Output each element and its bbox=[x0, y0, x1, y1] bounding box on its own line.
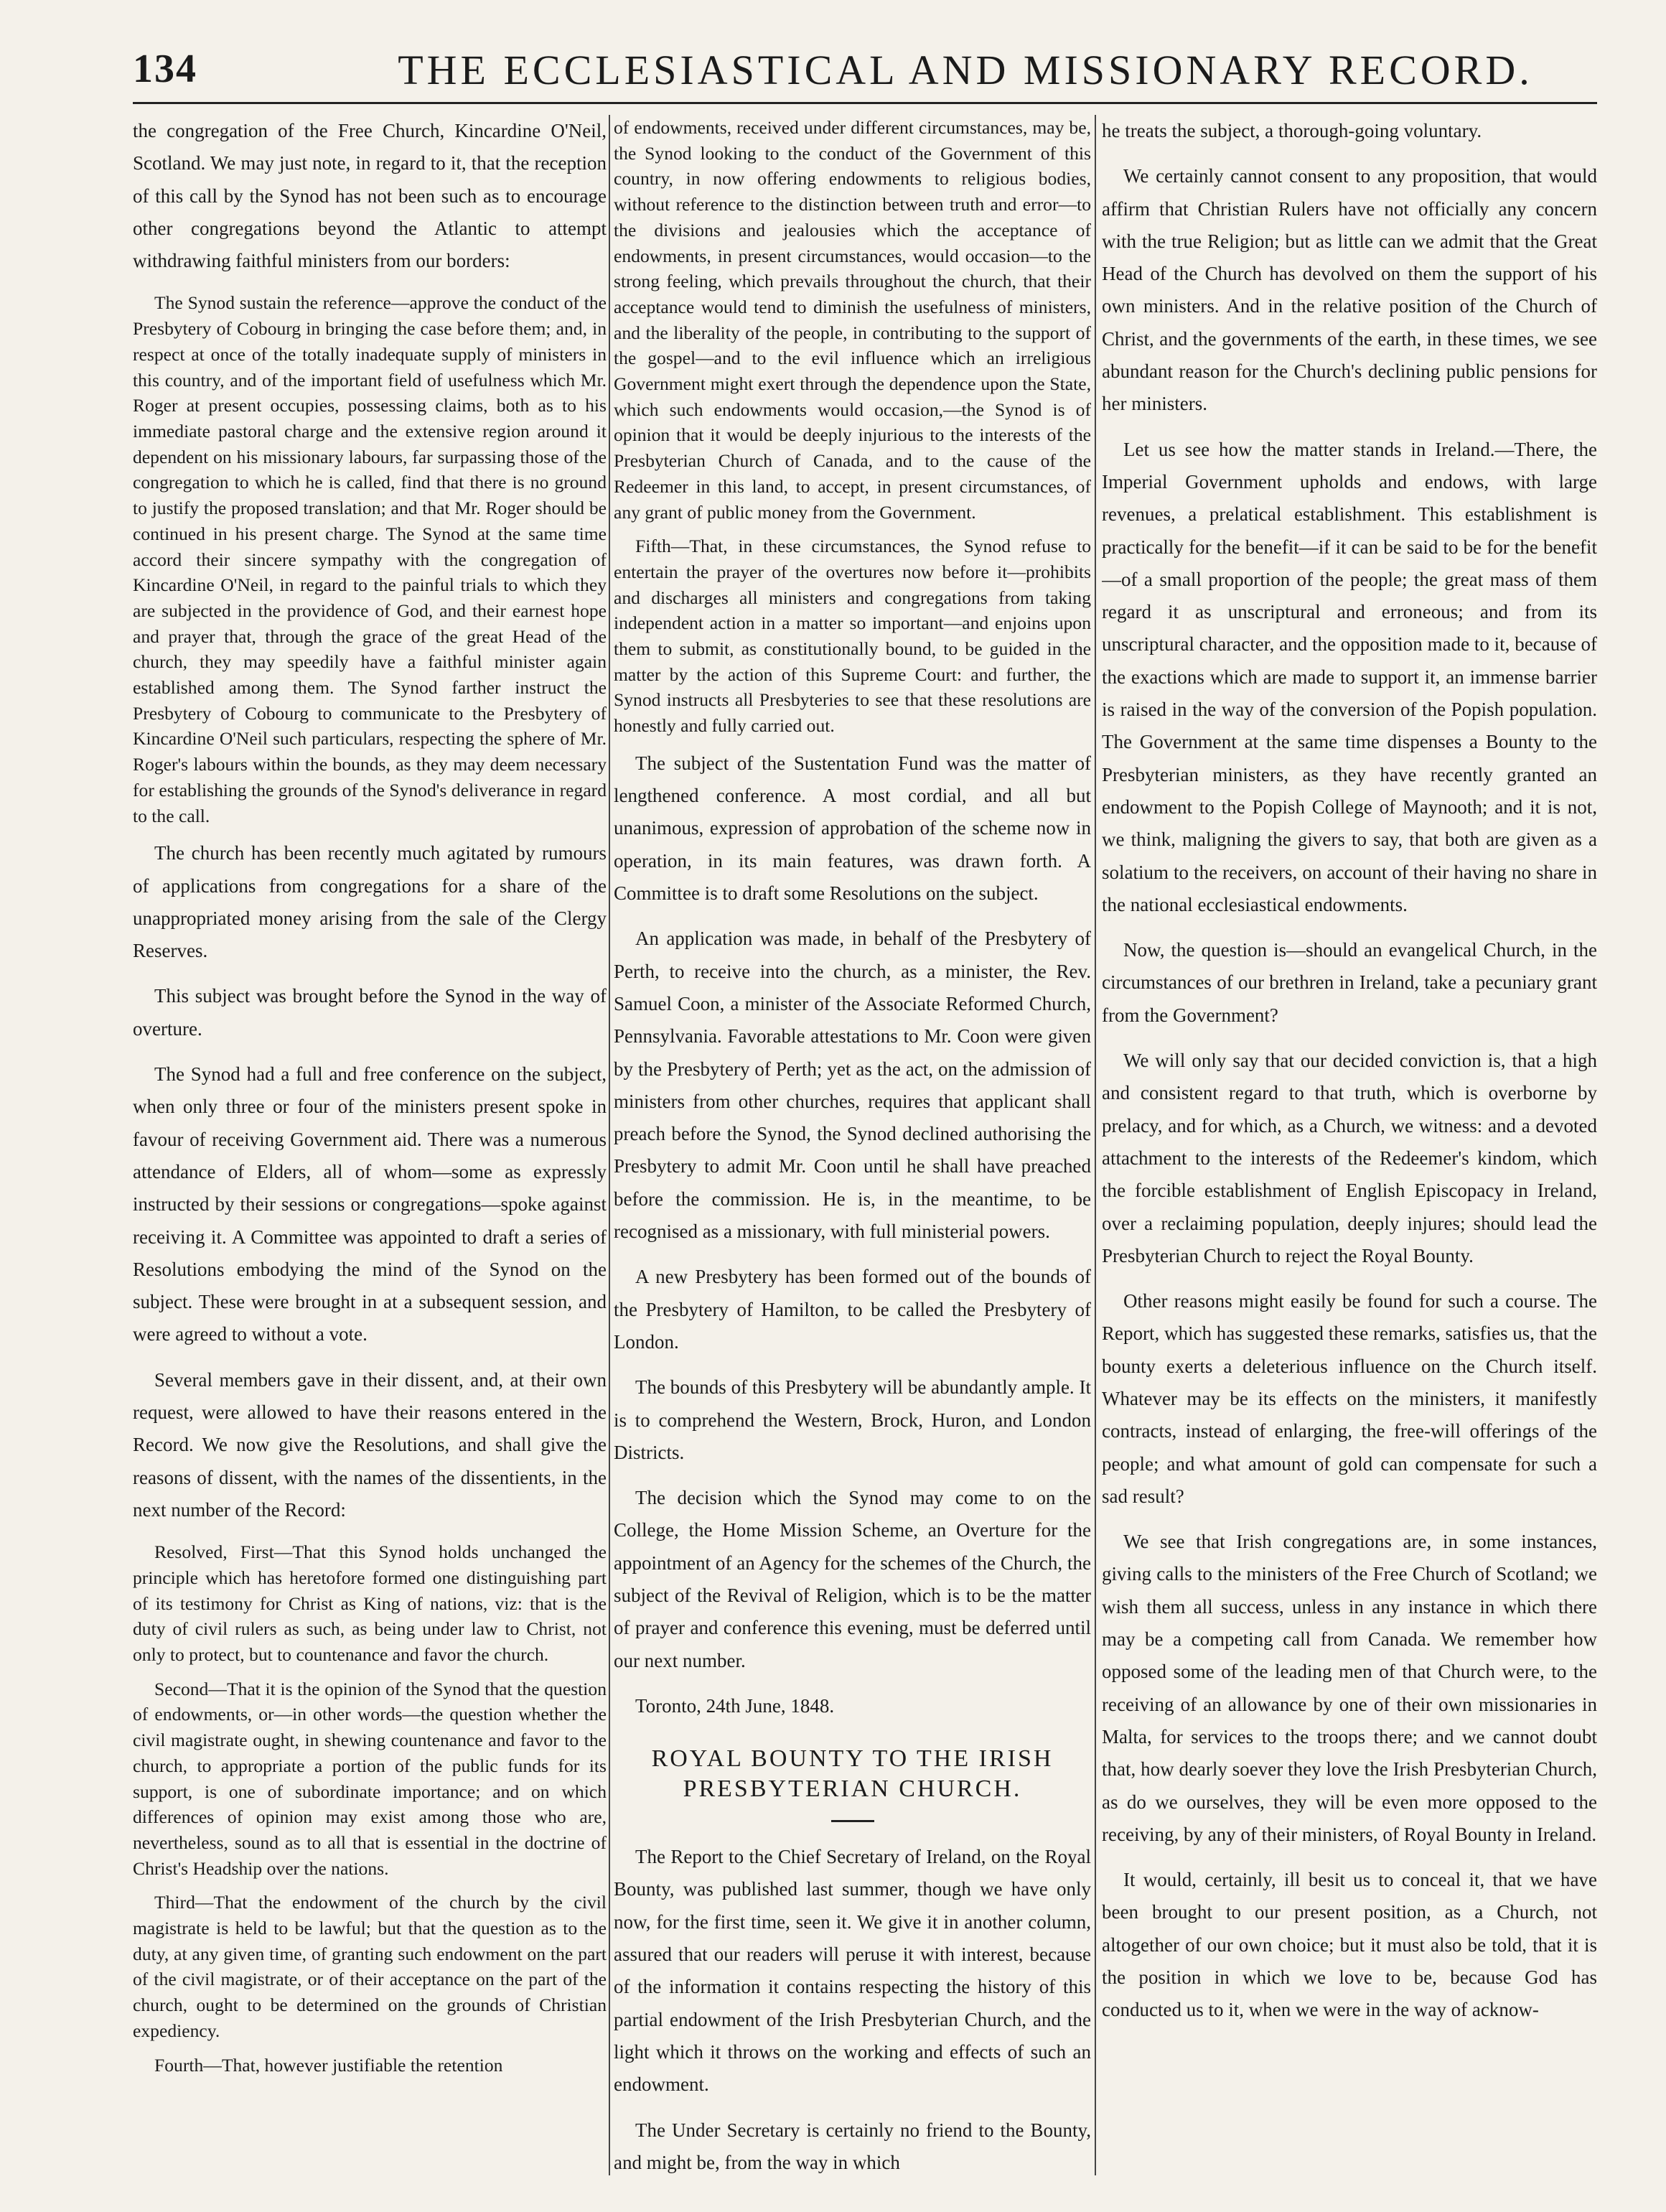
paragraph: Now, the question is—should an evangelical Church, in the circumstances of our brethren in Ireland, take a pecuniary grant from the Government? bbox=[1102, 939, 1597, 1026]
paragraph: The subject of the Sustentation Fund was the matter of lengthened conference. A most cordial, and all but unanimous, expression of approbation of the scheme now in operation, in its main features, was drawn forth. A Committee is to draft some Resolutions on the subject. bbox=[614, 752, 1091, 905]
column-right bbox=[1102, 115, 1597, 2183]
paragraph: We see that Irish congregations are, in some instances, giving calls to the ministers of the Free Church of Scotland; we wish them all success, unless in any instance in which there may be a competing call from Canada. We remember how opposed some of the leading men of that Church were, to the receiving of an allowance by one of their own missionaries in Malta, for services to the troops there; and we cannot doubt that, how dearly soever they love the Irish Presbyterian Church, as do we ourselves, they will be even more opposed to the receiving, by any of their ministers, of Royal Bounty in Ireland. bbox=[1102, 1531, 1597, 1845]
paragraph: The decision which the Synod may come to on the College, the Home Mission Scheme, an Overture for the appointment of an Agency for the schemes of the Church, the subject of the Revival of Religion, which is to be the matter of prayer and conference this evening, must be deferred until our next number. bbox=[614, 1487, 1091, 1671]
paragraph: Other reasons might easily be found for such a course. The Report, which has suggested these remarks, satisfies us, that the bounty exerts a deleterious influence on the Church itself. Whatever may be its effects on the ministers, it manifestly contracts, instead of enlarging, the free-will offerings of the people; and what amount of gold can compensate for such a sad result? bbox=[1102, 1290, 1597, 1507]
page-header bbox=[133, 43, 1597, 108]
resolution-third: Third—That the endowment of the church by the civil magistrate is held to be lawful; but that the question as to the duty, at any given time, of granting such endowment on the part of the civil magistrate, or of their acceptance on the part of the church, ought to be determined on the grounds of Christian expediency. bbox=[133, 1892, 607, 2041]
title-rule bbox=[831, 1820, 874, 1822]
paragraph: We will only say that our decided conviction is, that a high and consistent regard to that truth, which is overborne by prelacy, and for which, as a Church, we witness: and a devoted attachment to the interests of the Redeemer's kindom, which the forcible establishment of English Episcopacy in Ireland, over a reclaiming population, deeply injures; should lead the Presbyterian Church to reject the Royal Bounty. bbox=[1102, 1050, 1597, 1266]
paragraph: An application was made, in behalf of the Presbytery of Perth, to receive into the church, as a minister, the Rev. Samuel Coon, a minister of the Associate Reformed Church, Pennsylvania. Favorable attestations to Mr. Coon were given by the Presbytery of Perth; yet as the act, on the admission of ministers from other churches, requires that applicant shall preach before the Synod, the Synod declined authorising the Presbytery to admit Mr. Coon until he shall have preached before the commission. He is, in the meantime, to be recognised as a missionary, with full ministerial powers. bbox=[614, 928, 1091, 1243]
paragraph: This subject was brought before the Synod in the way of overture. bbox=[133, 985, 607, 1040]
header-rule bbox=[133, 102, 1597, 104]
section-title: ROYAL BOUNTY TO THE IRISH PRESBYTERIAN CHURCH. bbox=[651, 1745, 1054, 1803]
paragraph: The Report to the Chief Secretary of Ireland, on the Royal Bounty, was published last summer, though we have only now, for the first time, seen it. We give it in another column, assured that our readers will peruse it with interest, because of the information it contains respecting the history of this partial endowment of the Irish Presbyterian Church, and the light which it throws on the working and effects of such an endowment. bbox=[614, 1846, 1091, 2096]
paragraph: The bounds of this Presbytery will be abundantly ample. It is to comprehend the Western, Brock, Huron, and London Districts. bbox=[614, 1376, 1091, 1463]
synod-deliverance-quote: The Synod sustain the reference—approve the conduct of the Presbytery of Cobourg in bringing the case before them; and, in respect at once of the totally inadequate supply of ministers in this country, and of the important field of usefulness which Mr. Roger at present occupies, possessing claims, both as to his immediate pastoral charge and the extensive region around it dependent on his missionary labours, far surpassing those of the congregation to which he is called, find that there is no ground to justify the proposed translation; and that Mr. Roger should be continued in his present charge. The Synod at the same time accord their sincere sympathy with the congregation of Kincardine O'Neil, in regard to the painful trials to which they are subjected in the providence of God, and their earnest hope and prayer that, through the grace of the great Head of the church, they may speedily have a faithful minister again established among them. The Synod farther instruct the Presbytery of Cobourg to communicate to the Presbytery of Kincardine O'Neil such particulars, respecting the sphere of Mr. Roger's labours within the bounds, as they may deem necessary for establishing the grounds of the Synod's deliverance in regard to the call. bbox=[133, 292, 607, 826]
resolution-fourth: Fourth—That, however justifiable the retention bbox=[154, 2054, 503, 2076]
paragraph: A new Presbytery has been formed out of the bounds of the Presbytery of Hamilton, to be called the Presbytery of London. bbox=[614, 1266, 1091, 1353]
paragraph: The church has been recently much agitated by rumours of applications from congregations for a share of the unappropriated money arising from the sale of the Clergy Reserves. bbox=[133, 842, 607, 962]
paragraph: We certainly cannot consent to any proposition, that would affirm that Christian Rulers have not officially any concern with the true Religion; but as little can we admit that the Great Head of the Church has devolved on them the support of his own ministers. And in the relative position of the Church of Christ, and the governments of the earth, in these times, we see abundant reason for the Church's declining public pensions for her ministers. bbox=[1102, 165, 1597, 415]
resolution-second: Second—That it is the opinion of the Synod that the question of endowments, or—in other words—the question whether the civil magistrate ought, in shewing countenance and favor to the church, to appropriate a portion of the public funds for its support, is one of subordinate importance; and on which differences of opinion may exist among those who are, nevertheless, sound as to all that is essential in the doctrine of Christ's Headship over the nations. bbox=[133, 1678, 607, 1879]
paragraph: The Under Secretary is certainly no friend to the Bounty, and might be, from the way in which bbox=[614, 2119, 1091, 2173]
paragraph: the congregation of the Free Church, Kincardine O'Neil, Scotland. We may just note, in regard to it, that the reception of this call by the Synod has not been such as to encourage other congregations beyond the Atlantic to attempt withdrawing faithful ministers from our borders: bbox=[133, 120, 607, 272]
paragraph: The Synod had a full and free conference on the subject, when only three or four of the ministers present spoke in favour of receiving Government aid. There was a numerous attendance of Elders, all of whom—some as expressly instructed by their sessions or congregations—spoke against receiving it. A Committee was appointed to draft a series of Resolutions embodying the mind of the Synod on the subject. These were brought in at a subsequent session, and were agreed to without a vote. bbox=[133, 1063, 607, 1345]
paragraph: Several members gave in their dissent, and, at their own request, were allowed to have their reasons entered in the Record. We now give the Resolutions, and shall give the reasons of dissent, with the names of the dissentients, in the next number of the Record: bbox=[133, 1368, 607, 1521]
page-number: 134 bbox=[133, 47, 197, 91]
column-divider bbox=[609, 115, 610, 2175]
paragraph: Let us see how the matter stands in Ireland.—There, the Imperial Government upholds and endows, with large revenues, a prelatical establishment. This establishment is practically for the benefit—if it can be said to be for the benefit—of a small proportion of the people; the great mass of them regard it as unscriptural and erroneous; and from its unscriptural character, and the opposition made to it, because of the exactions which are made to support it, an immense barrier is raised in the way of the conversion of the Popish population. The Government at the same time dispenses a Bounty to the Presbyterian ministers, as they have recently granted an endowment to the Popish College of Maynooth; and it is not, we think, maligning the givers to say, that both are given as a solatium to the receivers, on account of their having no share in the national ecclesiastical endowments. bbox=[1102, 438, 1597, 915]
paragraph: It would, certainly, ill besit us to conceal it, that we have been brought to our present position, as a Church, not altogether of our own choice; but it must also be told, that it is the position in which we love to be, because God has conducted us to it, when we were in the way of acknow- bbox=[1102, 1869, 1597, 2021]
column-left bbox=[133, 115, 607, 2183]
running-title: THE ECCLESIASTICAL AND MISSIONARY RECORD. bbox=[398, 47, 1533, 93]
resolution-first: Resolved, First—That this Synod holds unchanged the principle which has heretofore formed one distinguishing part of its testimony for Christ as King of nations, viz: that is the duty of civil rulers as such, as being under law to Christ, not only to protect, but to countenance and favor the church. bbox=[133, 1541, 607, 1665]
resolution-fifth: Fifth—That, in these circumstances, the Synod refuse to entertain the prayer of the overtures now before it—prohibits and discharges all ministers and congregations from taking independent action in a matter so important—and enjoins upon them to submit, as constitutionally bound, to be guided in the matter by the action of this Supreme Court: and further, the Synod instructs all Presbyteries to see that these resolutions are honestly and fully carried out. bbox=[614, 536, 1091, 737]
column-divider bbox=[1095, 115, 1096, 2175]
paragraph: he treats the subject, a thorough-going voluntary. bbox=[1102, 120, 1482, 141]
resolution-fourth-continued: of endowments, received under different circumstances, may be, the Synod looking to the conduct of the Government of this country, in now offering endowments to religious bodies, without reference to the distinction between truth and error—to the divisions and jealousies which the acceptance of endowments, in present circumstances, would occasion—to the strong feeling, which prevails throughout the church, that their acceptance would tend to diminish the usefulness of ministers, and the liberality of the people, in contributing to the support of the gospel—and to the evil influence which an irreligious Government might exert through the dependence upon the State, which such endowments would occasion,—the Synod is of opinion that it would be deeply injurious to the interests of the Presbyterian Church of Canada, and to the cause of the Redeemer in this land, to accept, in present circumstances, of any grant of public money from the Government. bbox=[614, 117, 1091, 523]
column-middle bbox=[614, 115, 1091, 2183]
dateline: Toronto, 24th June, 1848. bbox=[635, 1694, 835, 1717]
